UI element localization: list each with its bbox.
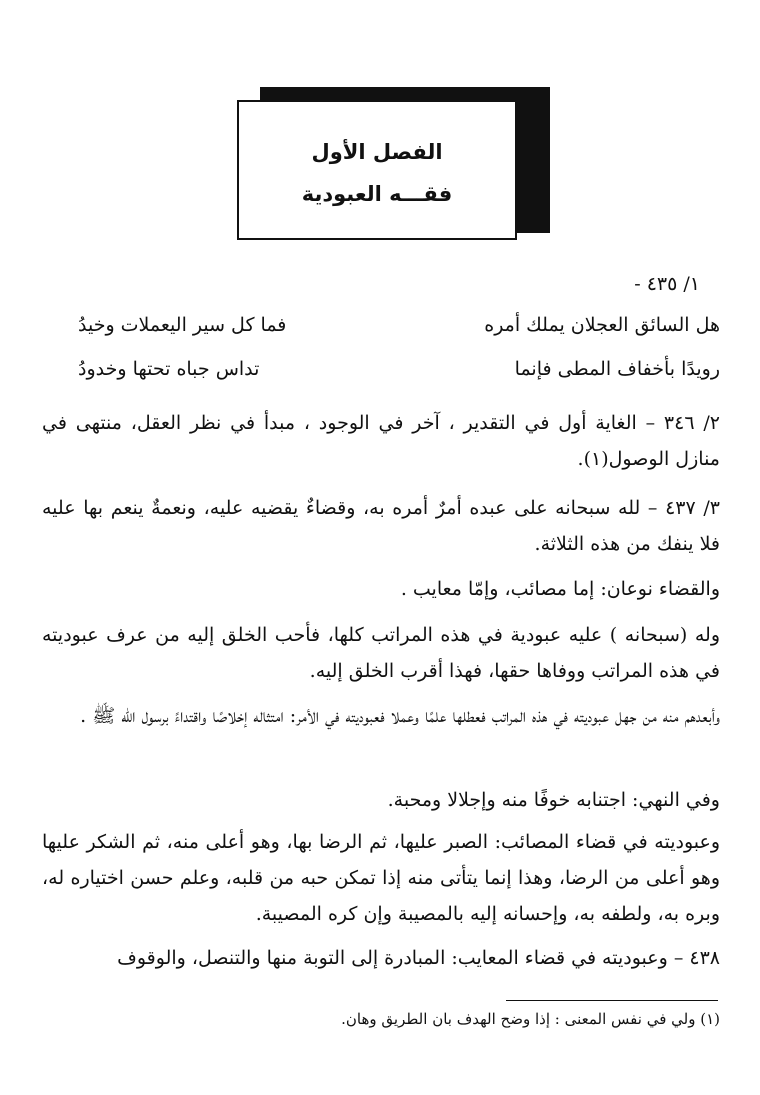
chapter-title-box bbox=[237, 100, 517, 240]
entry-number-435: ١/ ٤٣٥ - bbox=[634, 273, 700, 295]
verse-1-first-hemistich: هل السائق العجلان يملك أمره bbox=[484, 314, 720, 336]
verse-line-1 bbox=[60, 310, 720, 340]
paragraph-qada-types: والقضاء نوعان: إما مصائب، وإمّا معايب . bbox=[400, 578, 720, 600]
paragraph-346: ٢/ ٣٤٦ – الغاية أول في التقدير ، آخر في الوجود ، مبدأ في نظر العقل، منتهى في منازل الوصول(١). bbox=[42, 412, 720, 470]
footnote-separator bbox=[506, 1000, 718, 1001]
verse-line-2 bbox=[60, 354, 720, 384]
paragraph-437: ٣/ ٤٣٧ – لله سبحانه على عبده أمرٌ أمره به، وقضاءٌ يقضيه عليه، ونعمةٌ ينعم بها عليه فلا ينفك من هذه الثلاثة. bbox=[42, 497, 720, 555]
verse-1-second-hemistich: فما كل سير اليعملات وخيدُ bbox=[78, 314, 287, 336]
verse-2-second-hemistich: تداس جباه تحتها وخدودُ bbox=[78, 358, 260, 380]
paragraph-farthest: وأبعدهم منه من جهل عبوديته في هذه المراتب فعطلها علمًا وعملا فعبوديته في الأمر: امتثاله إخلاصًا واقتداءً برسول الله ﷺ . bbox=[80, 705, 720, 727]
paragraph-masaib: وعبوديته في قضاء المصائب: الصبر عليها، ثم الرضا بها، وهو أعلى منه، ثم الشكر عليها وهو أعلى من الرضا، وهذا إنما يتأتى منه إذا تمكن حبه من قلبه، وعلم حسن اختياره له، وبره به، ولطفه به، وإحسانه إليه بالمصيبة وإن كره المصيبة. bbox=[42, 831, 720, 925]
chapter-label: الفصل الأول bbox=[311, 140, 443, 164]
paragraph-438: ٤٣٨ – وعبوديته في قضاء المعايب: المبادرة إلى التوبة منها والتنصل، والوقوف bbox=[117, 947, 720, 969]
paragraph-prohibition: وفي النهي: اجتنابه خوفًا منه وإجلالا ومحبة. bbox=[387, 789, 720, 811]
paragraph-ubudiyya-levels: وله (سبحانه ) عليه عبودية في هذه المراتب كلها، فأحب الخلق إليه من عرف عبوديته في هذه المراتب ووفاها حقها، فهذا أقرب الخلق إليه. bbox=[42, 624, 720, 682]
chapter-title: فقـــه العبودية bbox=[301, 182, 453, 206]
verse-2-first-hemistich: رويدًا بأخفاف المطى فإنما bbox=[514, 358, 720, 380]
footnote-1: (١) ولي في نفس المعنى : إذا وضح الهدف بان الطريق وهان. bbox=[341, 1010, 720, 1028]
